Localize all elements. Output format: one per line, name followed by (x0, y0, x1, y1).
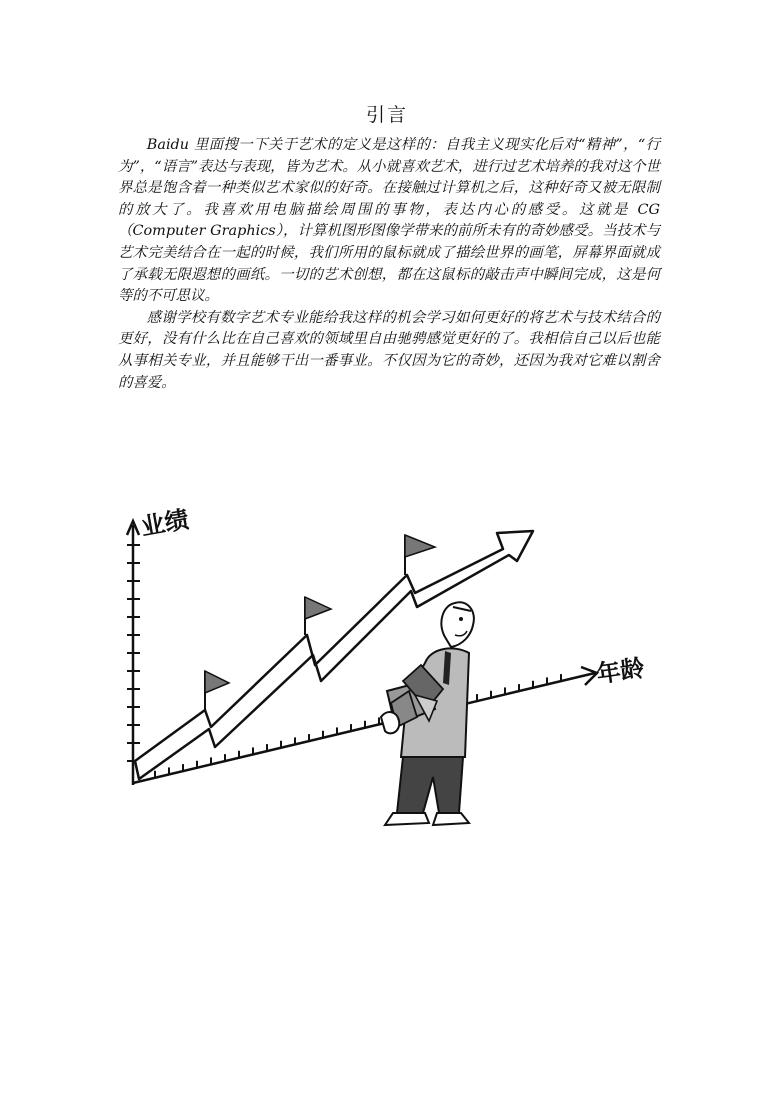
y-axis-label: 业绩 (138, 505, 191, 542)
paragraph-2: 感谢学校有数字艺术专业能给我这样的机会学习如何更好的将艺术与技术结合的更好，没有什么比在自己喜欢的领域里自由驰骋感觉更好的了。我相信自己以后也能从事相关专业，并且能够干出一番事业。不仅因为它的奇妙，还因为我对它难以割舍的喜爱。 (118, 309, 660, 391)
page-title: 引言 (365, 104, 408, 126)
flag-3 (405, 535, 435, 575)
paragraph-1: Baidu 里面搜一下关于艺术的定义是这样的：自我主义现实化后对“精神”，“行为”，“语言”表达与表现，皆为艺术。从小就喜欢艺术，进行过艺术培养的我对这个世界总是饱含着一种类似艺术家似的好奇。在接触过计算机之后，这种好奇又被无限制的放大了。我喜欢用电脑描绘周围的事物，表达内心的感受。这就是 CG（Computer Graphics），计算机图形图像学带来的前所未有的奇妙感受。当技术与艺术完美结合在一起的时候，我们所用的鼠标就成了描绘世界的画笔，屏幕界面就成了承载无限遐想的画纸。一切的艺术创想，都在这鼠标的敲击声中瞬间完成，这是何等的不可思议。 (118, 137, 660, 305)
body-text (118, 135, 660, 394)
flag-1 (205, 671, 229, 711)
businessman-figure (381, 602, 474, 825)
growth-arrow (135, 531, 533, 779)
vertical-axis (127, 521, 140, 785)
cartoon-illustration (125, 495, 665, 840)
x-axis-label: 年龄 (594, 653, 647, 689)
flag-2 (305, 597, 331, 635)
